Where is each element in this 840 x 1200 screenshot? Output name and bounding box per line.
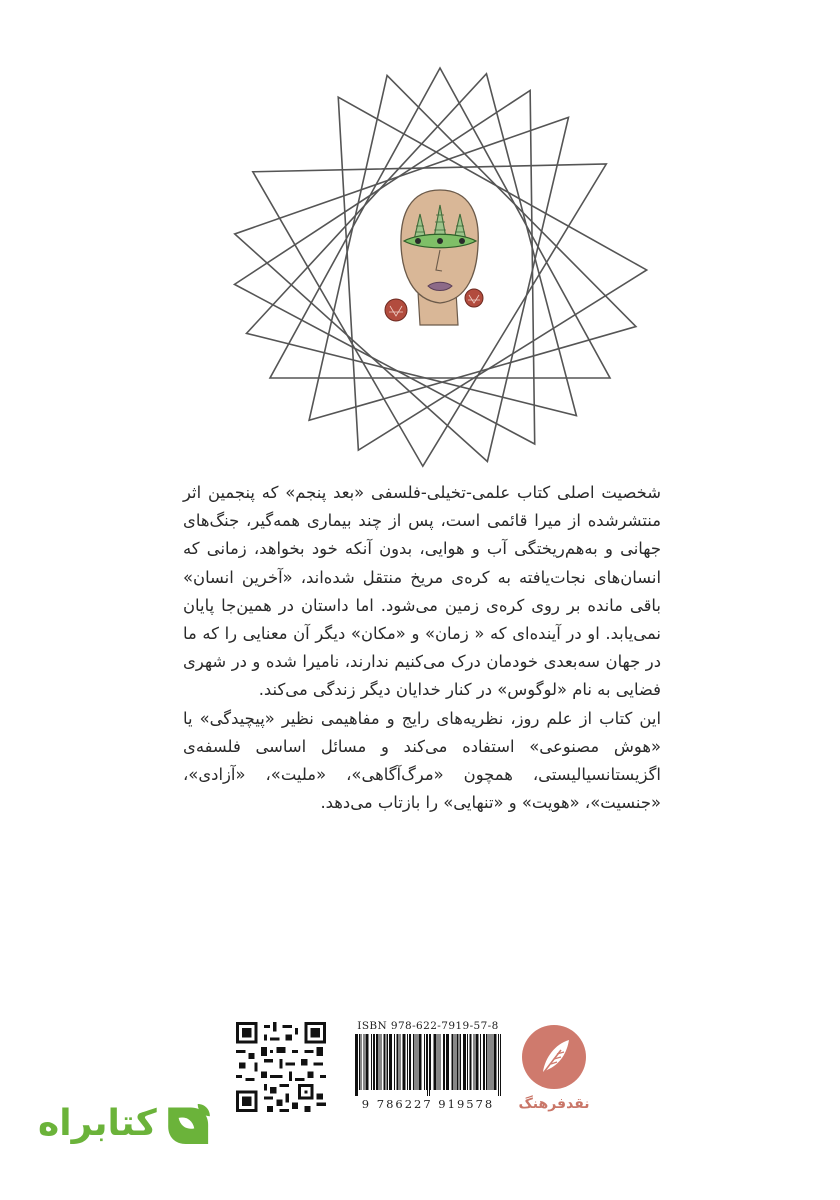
ketabrah-name: کتابراه [38,1103,157,1144]
back-cover-blurb [183,479,661,817]
face-icon [385,190,483,325]
book-leaf-icon [163,1095,213,1153]
isbn-label: ISBN 978-622-7919-57-8 [357,1020,499,1032]
publisher-logo [514,1024,594,1112]
ketabrah-watermark [38,1094,213,1154]
blurb-paragraph-1: شخصیت اصلی کتاب علمی-تخیلی-فلسفی «بعد پنجم» که پنجمین اثر منتشرشده از میرا قائمی است، پس از چند بیماری همه‌گیر، جنگ‌های جهانی و به‌هم‌ریختگی آب و هوایی، بدون آنکه خود بخواهد، زمانی که انسان‌های نجات‌یافته به کره‌ی مریخ منتقل شده‌اند، «آخرین انسان» باقی مانده بر روی کره‌ی زمین می‌شود. اما داستان در همین‌جا پایان نمی‌یابد. او در آینده‌ای که « زمان» و «مکان» دیگر آن معنایی را که ما در جهان سه‌بعدی خودمان درک می‌کنیم ندارند، نامیرا شده و در شهری فضایی به نام «لوگوس» در کنار خدایان دیگر زندگی می‌کند. [183,483,661,700]
isbn-digits: 9 786227 919578 [361,1097,495,1111]
blurb-paragraph-2: این کتاب از علم روز، نظریه‌های رایج و مفاهیمی نظیر «پیچیدگی» یا «هوش مصنوعی» استفاده می‌کند و مسائل اساسی فلسفه‌ی اگزیستانسیالیستی، همچون «مرگ‌آگاهی»، «ملیت»، «آزادی»، «جنسیت»، «هویت» و «تنهایی» را بازتاب می‌دهد. [183,708,661,813]
barcode-icon [355,1034,501,1096]
qr-code-icon [236,1022,326,1112]
publisher-name: نقدفرهنگ [518,1096,590,1112]
feather-icon [521,1024,587,1090]
cover-illustration [0,0,840,470]
isbn-barcode-block [352,1020,504,1111]
